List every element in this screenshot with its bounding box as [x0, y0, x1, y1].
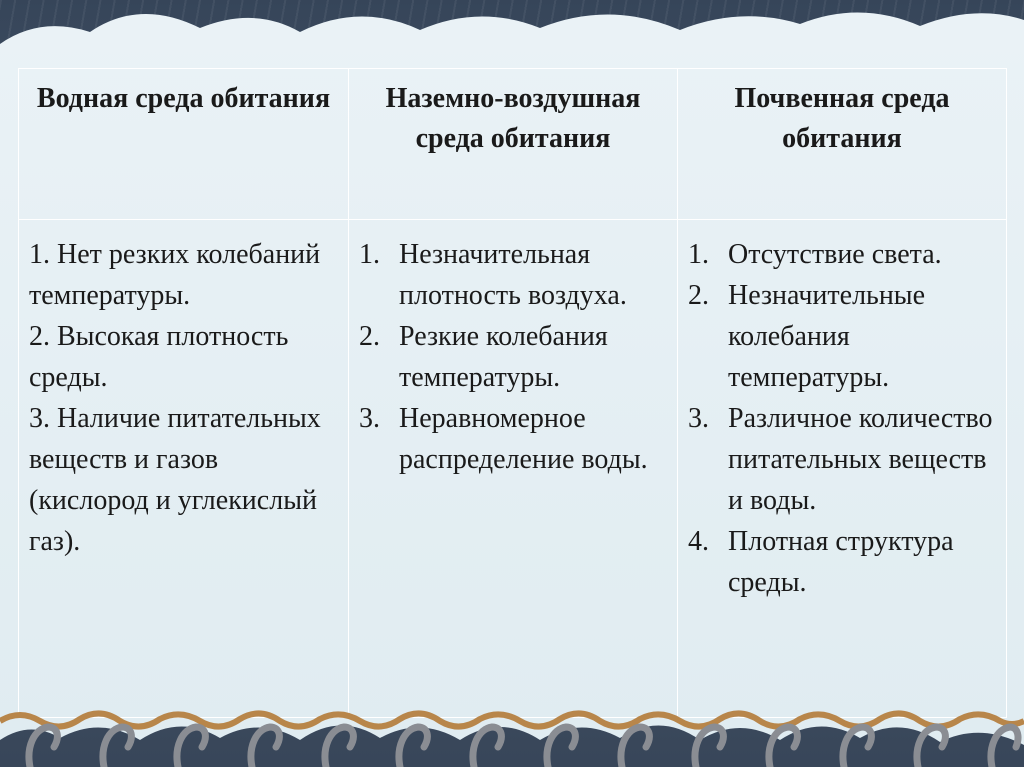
- list-item: [359, 316, 669, 398]
- list-item: [359, 234, 669, 316]
- item-text: Плотная структура среды.: [728, 526, 954, 598]
- list-item: [688, 521, 998, 603]
- item-text: Отсутствие света.: [728, 239, 942, 270]
- cell-aquatic-features: [19, 220, 349, 718]
- item-number: 2.: [359, 321, 380, 352]
- header-aquatic: Водная среда обитания: [19, 69, 349, 220]
- item-number: 2.: [688, 280, 709, 311]
- header-terrestrial-air: Наземно-воздушная среда обитания: [349, 69, 678, 220]
- aquatic-feature-list: [29, 234, 340, 562]
- item-text: Незначительная плотность воздуха.: [399, 239, 627, 311]
- spiral-binding: [0, 707, 1024, 767]
- item-number: 1.: [688, 239, 709, 270]
- item-text: Неравномерное распределение воды.: [399, 403, 648, 475]
- cell-soil-features: [678, 220, 1007, 718]
- list-item: [688, 275, 998, 398]
- item-number: 1.: [359, 239, 380, 270]
- list-item: 2. Высокая плотность среды.: [29, 321, 289, 393]
- item-text: Различное количество питательных веществ и воды.: [728, 403, 993, 516]
- item-text: Резкие колебания температуры.: [399, 321, 608, 393]
- cell-terrestrial-air-features: [349, 220, 678, 718]
- habitat-comparison-table-container: [18, 68, 1006, 718]
- item-number: 3.: [359, 403, 380, 434]
- list-item: [688, 234, 998, 275]
- table-row: [19, 220, 1007, 718]
- soil-feature-list: [688, 234, 998, 603]
- table-header-row: [19, 69, 1007, 220]
- list-item: 3. Наличие питательных веществ и газов (кислород и углекислый газ).: [29, 403, 321, 557]
- list-item: [688, 398, 998, 521]
- list-item: [359, 398, 669, 480]
- item-number: 3.: [688, 403, 709, 434]
- item-number: 4.: [688, 526, 709, 557]
- habitat-comparison-table: [18, 68, 1007, 718]
- terrestrial-air-feature-list: [359, 234, 669, 480]
- item-text: Незначительные колебания температуры.: [728, 280, 926, 393]
- list-item: 1. Нет резких колебаний температуры.: [29, 239, 321, 311]
- header-soil: Почвенная среда обитания: [678, 69, 1007, 220]
